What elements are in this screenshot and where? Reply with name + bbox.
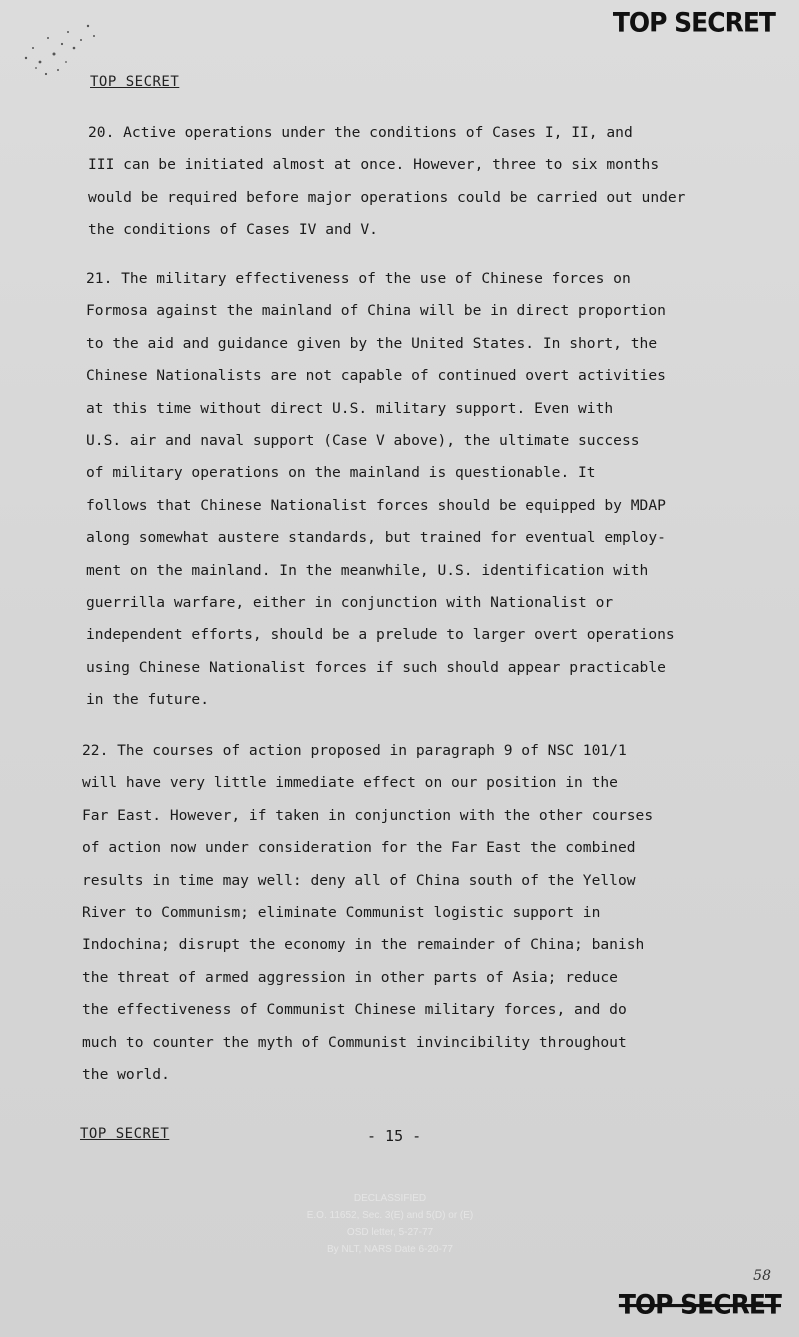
- paragraph-20: 20. Active operations under the conditions of Cases I, II, and III can be initiated almost at once. However, three to six months would be required before major operations could be carried out under the conditions of Cases IV and V.: [88, 124, 686, 239]
- declassified-stamp: [275, 1190, 505, 1268]
- top-secret-stamp: TOP SECRET: [612, 7, 775, 38]
- page-footer-classification: TOP SECRET: [80, 1126, 170, 1142]
- declassified-title: DECLASSIFIED: [353, 1193, 427, 1204]
- paragraph-21: 21. The military effectiveness of the use of Chinese forces on Formosa against the mainland of China will be in direct proportion to the aid and guidance given by the United States. In short, the Chinese Nationalists are not capable of continued overt activities at this time without direct U.S. military support. Even with U.S. air and naval support (Case V above), the ultimate success of military operations on the mainland is questionable. It follows that Chinese Nationalist forces should be equipped by MDAP along somewhat austere standards, but trained for eventual employ- ment on the mainland. In the meanwhile, U.S. identification with guerrilla warfare, either in conjunction with Nationalist or independent efforts, should be a prelude to larger overt operations using Chinese Nationalist forces if such should appear practicable in the future.: [86, 270, 675, 709]
- page-number: - 15 -: [367, 1127, 422, 1145]
- paragraph-22: 22. The courses of action proposed in paragraph 9 of NSC 101/1 will have very little immediate effect on our position in the Far East. However, if taken in conjunction with the other courses of action now under consideration for the Far East the combined results in time may well: deny all of China south of the Yellow River to Communism; eliminate Communist logistic support in Indochina; disrupt the economy in the remainder of China; banish the threat of armed aggression in other parts of Asia; reduce the effectiveness of Communist Chinese military forces, and do much to counter the myth of Communist invincibility throughout the world.: [82, 742, 654, 1084]
- page-header-classification: TOP SECRET: [90, 74, 180, 90]
- declassified-date: By NLT, NARS Date 6-20-77: [327, 1244, 453, 1255]
- declassified-authority: E.O. 11652, Sec. 3(E) and 5(D) or (E): [306, 1210, 474, 1221]
- declassified-letter: OSD letter, 5-27-77: [346, 1227, 434, 1238]
- handwritten-page-note: 58: [753, 1268, 771, 1284]
- top-secret-stamp-bottom: TOP SECRET: [618, 1289, 781, 1320]
